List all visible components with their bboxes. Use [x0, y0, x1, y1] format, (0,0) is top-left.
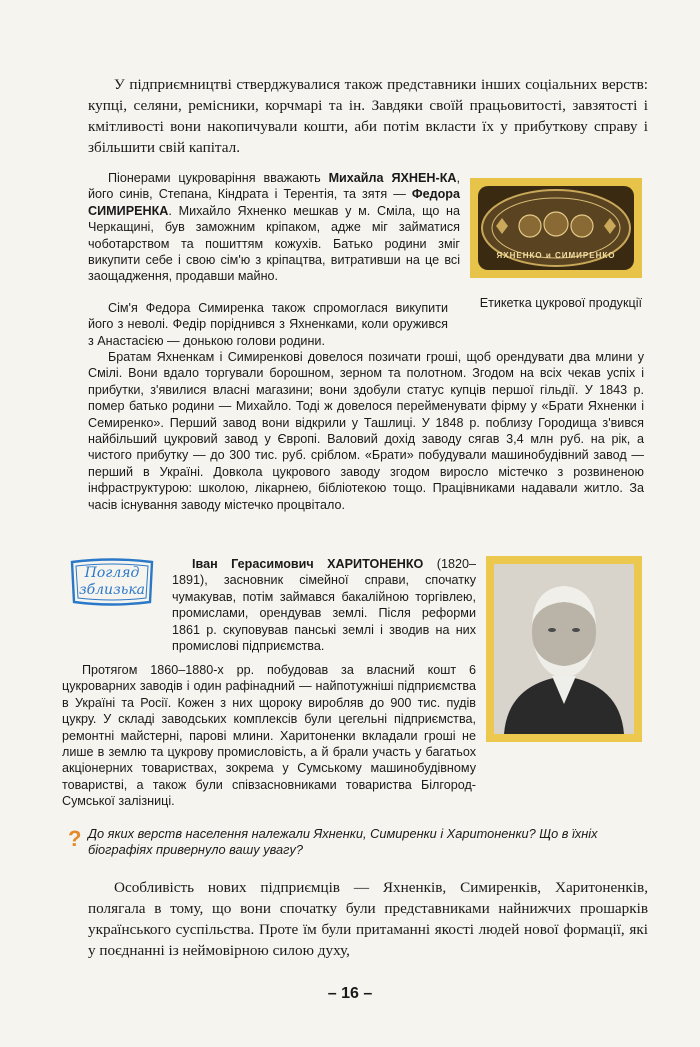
label-text: ЯХНЕНКО и СИМИРЕНКО [496, 251, 616, 260]
portrait-figure-icon [494, 564, 634, 734]
label-caption: Етикетка цукрової продукції [479, 296, 642, 310]
paragraph-ransom: Сім'я Федора Симиренка також спромоглася викупити його з неволі. Федір поріднився з Яхненками, коли оружився з Анастасією — донькою голови родини. [88, 301, 448, 348]
question-mark-icon: ? [68, 826, 82, 851]
close-look-stamp [66, 556, 158, 608]
text-run: Піонерами цукроваріння вважають [108, 171, 329, 185]
text-run: , його синів, Степана, Кіндрата і Терентія, та зятя — [88, 171, 460, 202]
review-question: До яких верств населення належали Яхненки, Симиренки і Харитоненки? Що в їхніх біографіях привернуло вашу увагу? [88, 826, 598, 858]
section-kharytonenko-factories [62, 662, 476, 810]
outro-paragraph: Особливість нових підприємців — Яхненків, Симиренків, Харитоненків, полягала в тому, що вони спочатку були представниками найнижчих прошарків українського суспільства. Проте їм були притаманні якості людей нової формації, які у поєднанні із неймовірною силою духу, [88, 879, 648, 959]
kharytonenko-portrait [486, 556, 642, 742]
portrait-photo [494, 564, 634, 734]
paragraph-brothers: Братам Яхненкам і Симиренкові довелося позичати гроші, щоб орендувати два млини у Смілі. Вони вдало торгували борошном, зерном та полотном. Згодом на всіх чекав успіх і прибутки, з'явилися власні магазини; вони здобули статус купців першої гільдії. У 1843 р. помер батько родини — Михайло. Тоді ж довелося перейменувати фірму у «Брати Яхненки і Семиренко». Перший завод вони відкрили у Ташлиці. У 1848 р. поблизу Городища з'вився найбільший цукровий завод у Європі. Валовий дохід заводу сягав 3,4 млн руб. на рік, а чистого прибутку — до 300 тис. руб. сріблом. «Брати» побудували машинобудівний завод — перший в Україні. Довкола цукрового заводу згодом виросло містечко з розвиненою інфраструктурою: школою, лікарнею, бібліотекою тощо. Працівниками надавали житло. За часів існування заводу містечко процвітало. [88, 350, 644, 512]
paragraph-kharytonenko-intro [172, 556, 476, 654]
name-yakhnenko: Михайла ЯХНЕН-КА [328, 171, 457, 185]
page-number: – 16 – [327, 985, 373, 1002]
name-kharytonenko: Іван Герасимович ХАРИТОНЕНКО [192, 557, 424, 571]
section-kharytonenko [172, 556, 476, 654]
name-symyrenko: Федора СИМИРЕНКА [88, 187, 460, 218]
section-yakhnenko [88, 170, 460, 285]
paragraph-factories: Протягом 1860–1880-х рр. побудовав за власний кошт 6 цукроварних заводів і один рафінадний — найпотужніші підприємства в Україні та Росії. Кожен з них щороку виробляв до 900 тис. пудів цукру. У складі заводських комплексів були цегельні підприємства, ремонтні майстерні, парові млини. Харитоненки вкладали гроші не лише в землю та цукрову промисловість, а й брали участь у багатьох акціонерних товариствах, зокрема у Сумському машинобудівному товаристві, а також були співзасновниками товариства Білгород-Сумської залізниці. [62, 663, 476, 809]
stamp-line2: зблизька [78, 582, 146, 598]
intro-paragraph: У підприємництві стверджувалися також представники інших соціальних верств: купці, селяни, ремісники, корчмарі та ін. Завдяки своїй працьовитості, завзятості і кмітливості вони накопичували кошти, аби потім вкласти їх у прибуткову справу і збільшити свій капітал. [88, 76, 648, 156]
section-symyrenko-family [88, 300, 448, 349]
paragraph-pioneers [88, 170, 460, 285]
text-run: (1820–1891), засновник сімейної справи, спочатку чумакував, потім займався бакалійною торгівлею, промислами, орендував землі. Після реформи 1861 р. скуповував панські землі і зводив на них промислові підприємства. [172, 557, 476, 654]
stamp-line1: Погляд [84, 565, 140, 581]
sugar-label-image [470, 178, 642, 278]
section-brothers [88, 349, 644, 513]
text-run: . Михайло Яхненко мешкав у м. Сміла, що на Черкащині, був заможним кріпаком, адже міг займатися чоботарством та пошиттям кожухів. Батько родини зміг викупити себе і свою сім'ю з кріпацтва, витративши на це всі заощадження, продавши майно. [88, 203, 460, 284]
label-artwork [478, 186, 634, 270]
